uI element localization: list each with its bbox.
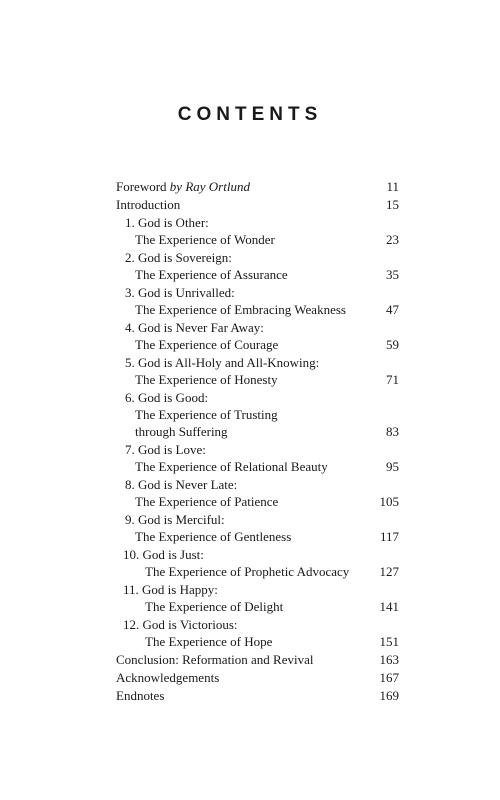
toc-entry-label: Introduction: [116, 197, 181, 212]
chapter-heading: 3. God is Unrivalled:: [125, 285, 235, 300]
chapter-subtitle: The Experience of Embracing Weakness: [135, 302, 346, 317]
chapter-list: [116, 214, 399, 650]
toc-entry-chapter-5[interactable]: [116, 354, 399, 388]
toc-entry-foreword[interactable]: [116, 178, 399, 195]
page-number: 167: [379, 670, 399, 685]
page-number: 127: [379, 564, 399, 579]
page-number: 11: [386, 179, 399, 194]
chapter-subtitle: The Experience of Wonder: [135, 232, 275, 247]
chapter-heading: 6. God is Good:: [125, 390, 209, 405]
page-number: 163: [379, 652, 399, 667]
chapter-subtitle: The Experience of Trusting: [135, 407, 278, 422]
chapter-heading: 5. God is All-Holy and All-Knowing:: [125, 355, 320, 370]
page-title: CONTENTS: [177, 104, 323, 125]
toc-entry-label: Acknowledgements: [116, 670, 220, 685]
page-number: 59: [386, 337, 399, 352]
chapter-subtitle: The Experience of Relational Beauty: [135, 459, 328, 474]
page-number: 71: [386, 372, 399, 387]
chapter-subtitle: The Experience of Prophetic Advocacy: [145, 564, 350, 579]
toc-entry-chapter-4[interactable]: [116, 319, 399, 353]
page-number: 47: [386, 302, 399, 317]
toc-entry-chapter-12[interactable]: [116, 616, 399, 650]
toc-entry-chapter-2[interactable]: [116, 249, 399, 283]
toc-entry-introduction[interactable]: [116, 196, 399, 213]
chapter-heading: 10. God is Just:: [123, 547, 204, 562]
chapter-subtitle: The Experience of Delight: [145, 599, 284, 614]
chapter-subtitle: The Experience of Courage: [135, 337, 279, 352]
chapter-subtitle: The Experience of Hope: [145, 634, 273, 649]
table-of-contents: [116, 178, 399, 705]
chapter-heading: 12. God is Victorious:: [123, 617, 238, 632]
toc-entry-conclusion[interactable]: [116, 651, 399, 668]
page-number: 35: [386, 267, 399, 282]
toc-entry-chapter-1[interactable]: [116, 214, 399, 248]
toc-entry-label: Conclusion: Reformation and Revival: [116, 652, 314, 667]
page-number: 83: [386, 424, 399, 439]
page-number: 169: [379, 688, 399, 703]
toc-entry-chapter-8[interactable]: [116, 476, 399, 510]
page-number: 95: [386, 459, 399, 474]
page-number: 141: [379, 599, 399, 614]
toc-entry-endnotes[interactable]: [116, 687, 399, 704]
page-number: 117: [379, 529, 399, 544]
chapter-heading: 9. God is Merciful:: [125, 512, 225, 527]
toc-entry-chapter-7[interactable]: [116, 441, 399, 475]
foreword-byline: by Ray Ortlund: [169, 179, 250, 194]
chapter-heading: 8. God is Never Late:: [125, 477, 238, 492]
toc-entry-chapter-9[interactable]: [116, 511, 399, 545]
page-number: 15: [386, 197, 399, 212]
toc-entry-label: Foreword: [116, 179, 170, 194]
chapter-heading: 2. God is Sovereign:: [125, 250, 232, 265]
page-number: 151: [379, 634, 399, 649]
toc-entry-chapter-3[interactable]: [116, 284, 399, 318]
chapter-heading: 7. God is Love:: [125, 442, 206, 457]
chapter-subtitle: The Experience of Patience: [135, 494, 279, 509]
chapter-heading: 1. God is Other:: [125, 215, 209, 230]
chapter-subtitle: The Experience of Assurance: [135, 267, 288, 282]
toc-entry-chapter-10[interactable]: [116, 546, 399, 580]
chapter-heading: 4. God is Never Far Away:: [125, 320, 264, 335]
page-number: 105: [379, 494, 399, 509]
toc-entry-label: Endnotes: [116, 688, 165, 703]
chapter-subtitle: The Experience of Gentleness: [135, 529, 292, 544]
toc-entry-chapter-11[interactable]: [116, 581, 399, 615]
chapter-heading: 11. God is Happy:: [123, 582, 218, 597]
chapter-subtitle: through Suffering: [135, 424, 228, 439]
toc-entry-acknowledgements[interactable]: [116, 669, 399, 686]
chapter-subtitle: The Experience of Honesty: [135, 372, 278, 387]
toc-entry-chapter-6[interactable]: [116, 389, 399, 440]
page-number: 23: [386, 232, 399, 247]
